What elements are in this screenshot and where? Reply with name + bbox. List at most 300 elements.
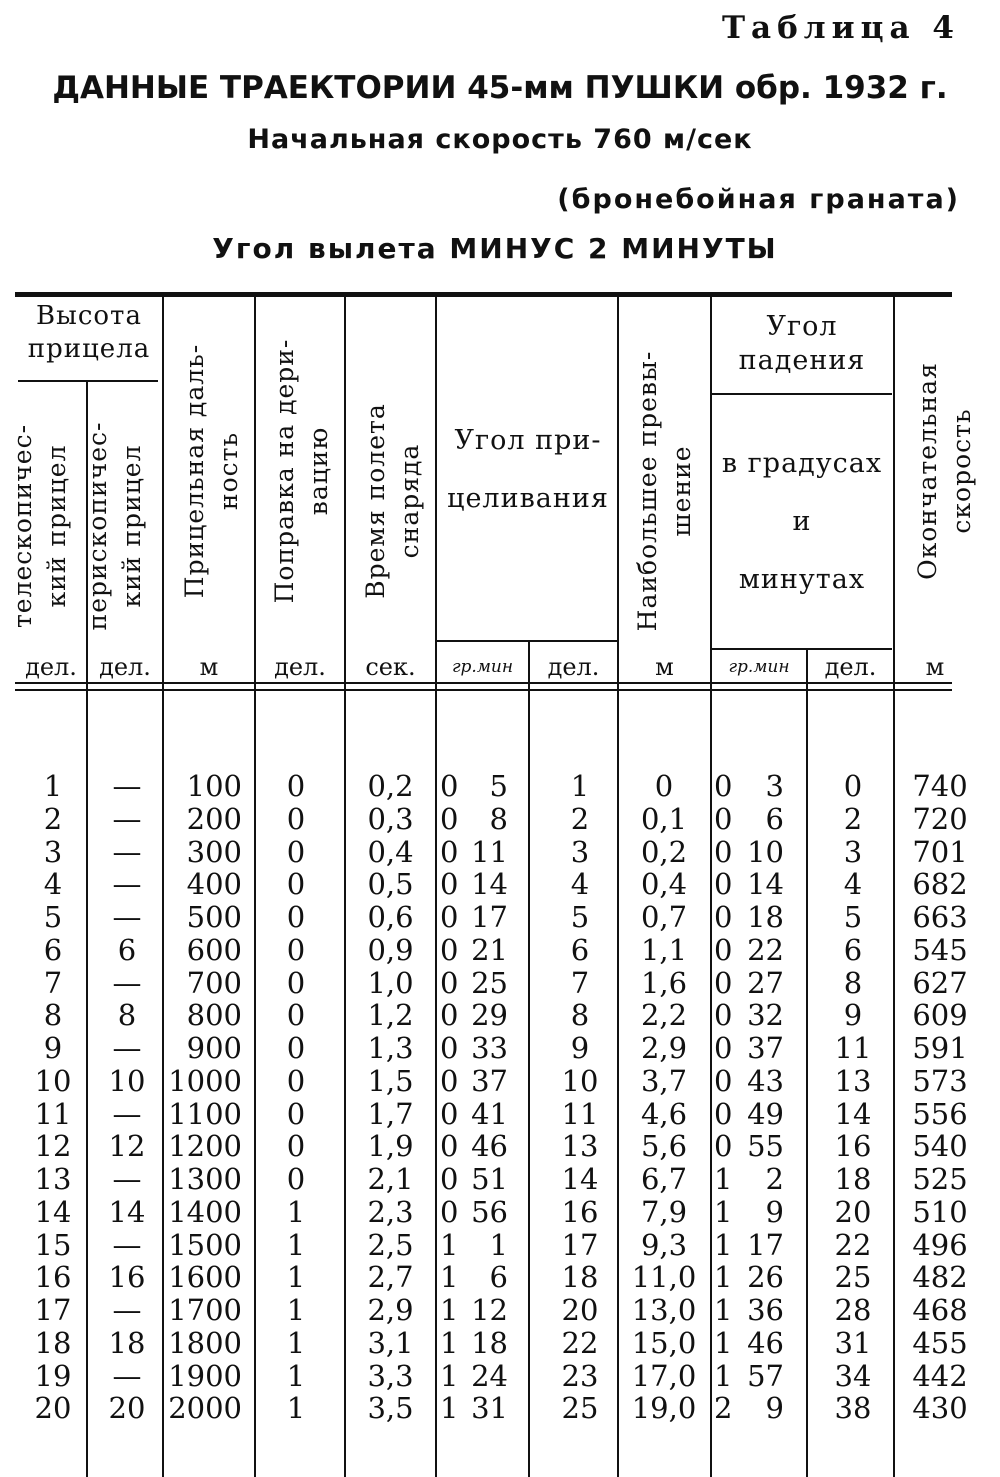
table-cell: 0 xyxy=(440,1031,459,1065)
table-cell: 663 xyxy=(912,900,968,934)
table-cell: 1400 xyxy=(168,1194,242,1229)
table-cell: 22 xyxy=(561,1325,599,1360)
table-cell: 1 xyxy=(714,1227,733,1262)
table-cell: 16 xyxy=(834,1129,872,1164)
column-periscopic xyxy=(90,770,164,1425)
table-cell: 20 xyxy=(108,1391,146,1426)
table-cell: 0,3 xyxy=(367,801,414,836)
table-cell: 1,1 xyxy=(640,932,688,967)
table-cell: 1200 xyxy=(168,1129,242,1164)
table-cell: — xyxy=(112,900,142,934)
unit-max-ordinate: м xyxy=(655,653,674,681)
table-cell: 442 xyxy=(912,1358,968,1393)
table-cell: 9 xyxy=(570,1031,590,1065)
table-cell: 627 xyxy=(912,965,968,1000)
table-cell: 525 xyxy=(912,1162,968,1196)
table-cell: 17 xyxy=(471,900,508,934)
table-cell: 15,0 xyxy=(631,1325,697,1360)
table-cell: 37 xyxy=(471,1063,508,1098)
table-cell: 1 xyxy=(570,769,590,803)
header-drift-correction: Поправка на дери- вацию xyxy=(270,338,333,604)
table-cell: 1 xyxy=(440,1227,459,1262)
table-cell: 43 xyxy=(747,1063,784,1098)
table-cell: 1,0 xyxy=(367,965,414,1000)
table-cell: 0 xyxy=(286,1063,306,1098)
table-cell: 0 xyxy=(440,1129,459,1164)
table-cell: 1 xyxy=(43,769,63,803)
table-cell: — xyxy=(112,867,142,902)
table-cell: 1 xyxy=(714,1325,733,1360)
table-cell: 0 xyxy=(714,1129,733,1164)
table-cell: 6 xyxy=(43,932,63,967)
sight-height-rule xyxy=(18,380,158,382)
table-cell: 0 xyxy=(440,1096,459,1131)
table-cell: 609 xyxy=(912,998,968,1033)
table-cell: 3 xyxy=(570,834,590,869)
departure-angle-title: Угол вылета МИНУС 2 МИНУТЫ xyxy=(212,232,778,265)
table-cell: 10 xyxy=(34,1063,72,1098)
table-cell: 0,7 xyxy=(640,900,688,934)
table-cell: 6,7 xyxy=(640,1162,688,1196)
table-cell: 4 xyxy=(570,867,590,902)
table-cell: 0 xyxy=(286,1096,306,1131)
table-cell: 5 xyxy=(843,900,863,934)
header-telescopic-sight: телескопичес- кий прицел xyxy=(8,423,71,629)
column-flight-time xyxy=(348,770,433,1425)
table-cell: 0 xyxy=(440,998,459,1033)
table-cell: 0 xyxy=(286,1129,306,1164)
table-cell: 0 xyxy=(714,834,733,869)
table-cell: 13 xyxy=(561,1129,599,1164)
table-cell: 0,9 xyxy=(367,932,414,967)
table-cell: 10 xyxy=(747,834,784,869)
table-cell: 17 xyxy=(747,1227,784,1262)
header-final-velocity: Окончательная скорость xyxy=(913,362,976,580)
table-cell: 25 xyxy=(471,965,508,1000)
table-cell: 0 xyxy=(440,932,459,967)
table-cell: 55 xyxy=(747,1129,784,1164)
table-cell: 500 xyxy=(186,900,242,934)
table-cell: — xyxy=(112,1031,142,1065)
table-cell: 2 xyxy=(714,1391,733,1426)
table-cell: 18 xyxy=(34,1325,72,1360)
table-cell: 31 xyxy=(834,1325,872,1360)
column-fall-degrees xyxy=(714,770,734,1425)
table-cell: 19,0 xyxy=(631,1391,697,1426)
table-cell: 0 xyxy=(286,801,306,836)
table-cell: 12 xyxy=(108,1129,146,1164)
table-cell: 2,5 xyxy=(367,1227,414,1262)
table-cell: 1 xyxy=(286,1194,306,1229)
table-cell: 0,5 xyxy=(367,867,414,902)
table-cell: 0 xyxy=(440,1162,459,1196)
table-cell: 20 xyxy=(34,1391,72,1426)
table-cell: 0 xyxy=(286,932,306,967)
table-cell: 37 xyxy=(747,1031,784,1065)
table-cell: 573 xyxy=(912,1063,968,1098)
table-cell: 21 xyxy=(471,932,508,967)
table-cell: 0 xyxy=(714,867,733,902)
table-cell: 1 xyxy=(489,1227,508,1262)
table-cell: 3,1 xyxy=(367,1325,414,1360)
aim-sub-rule xyxy=(437,640,617,642)
unit-aim-del: дел. xyxy=(547,653,600,681)
table-cell: 0 xyxy=(440,801,459,836)
page-title: ДАННЫЕ ТРАЕКТОРИИ 45-мм ПУШКИ обр. 1932 г. xyxy=(52,70,948,106)
table-cell: 0 xyxy=(286,867,306,902)
table-cell: 15 xyxy=(34,1227,72,1262)
table-cell: 1 xyxy=(440,1358,459,1393)
table-cell: 5 xyxy=(489,769,508,803)
unit-fall-gr-min: гр.мин xyxy=(728,657,790,677)
table-cell: 8 xyxy=(570,998,590,1033)
table-cell: 18 xyxy=(108,1325,146,1360)
table-cell: 1 xyxy=(714,1194,733,1229)
table-cell: 3 xyxy=(843,834,863,869)
header-aiming-angle: Угол при- целивания xyxy=(447,425,609,514)
table-cell: 14 xyxy=(561,1162,599,1196)
table-cell: 0 xyxy=(286,1162,306,1196)
fall-angle-rule xyxy=(712,393,892,395)
table-cell: 700 xyxy=(186,965,242,1000)
header-flight-time: Время полета снаряда xyxy=(361,403,424,599)
table-cell: 1600 xyxy=(168,1260,242,1295)
table-cell: 2,1 xyxy=(367,1162,414,1196)
table-cell: 1 xyxy=(440,1260,459,1295)
table-cell: 2 xyxy=(570,801,590,836)
table-cell: 10 xyxy=(108,1063,146,1098)
table-cell: 11 xyxy=(471,834,508,869)
table-cell: 24 xyxy=(471,1358,508,1393)
table-cell: 7 xyxy=(570,965,590,1000)
table-cell: 41 xyxy=(471,1096,508,1131)
table-cell: 0 xyxy=(714,769,733,803)
table-cell: 22 xyxy=(834,1227,872,1262)
table-cell: 20 xyxy=(834,1194,872,1229)
table-cell: 0 xyxy=(440,769,459,803)
table-cell: 6 xyxy=(489,1260,508,1295)
table-cell: 19 xyxy=(34,1358,72,1393)
table-number: Таблица 4 xyxy=(721,10,960,46)
header-periscopic-sight: перископичес- кий прицел xyxy=(83,421,146,631)
table-cell: 0 xyxy=(440,1194,459,1229)
header-fall-angle-degrees: в градусах и минутах xyxy=(721,448,883,595)
table-cell: 556 xyxy=(912,1096,968,1131)
table-cell: 11 xyxy=(561,1096,599,1131)
table-cell: 9,3 xyxy=(640,1227,688,1262)
table-cell: — xyxy=(112,1293,142,1327)
table-cell: 9 xyxy=(765,1391,784,1426)
table-cell: 31 xyxy=(471,1391,508,1426)
table-cell: 33 xyxy=(471,1031,508,1065)
table-cell: 2000 xyxy=(168,1391,242,1426)
table-cell: 13 xyxy=(34,1162,72,1196)
table-cell: — xyxy=(112,769,142,803)
table-cell: 0 xyxy=(714,801,733,836)
table-cell: 0,1 xyxy=(640,801,688,836)
table-cell: 600 xyxy=(186,932,242,967)
table-cell: 1900 xyxy=(168,1358,242,1393)
table-cell: 9 xyxy=(43,1031,63,1065)
table-cell: 430 xyxy=(912,1391,968,1426)
table-cell: 2,7 xyxy=(367,1260,414,1295)
table-cell: 36 xyxy=(747,1293,784,1327)
table-cell: 1,3 xyxy=(367,1031,414,1065)
table-cell: 0 xyxy=(714,900,733,934)
table-cell: 900 xyxy=(186,1031,242,1065)
table-cell: 0 xyxy=(286,834,306,869)
table-cell: 0 xyxy=(714,998,733,1033)
table-cell: 100 xyxy=(186,769,242,803)
table-cell: 1 xyxy=(286,1391,306,1426)
table-cell: 200 xyxy=(186,801,242,836)
table-cell: 1 xyxy=(286,1325,306,1360)
unit-final-velocity: м xyxy=(925,653,945,681)
column-max-ordinate xyxy=(619,770,709,1425)
table-cell: 11 xyxy=(34,1096,72,1131)
table-cell: 3 xyxy=(765,769,784,803)
table-cell: 20 xyxy=(561,1293,599,1327)
table-cell: 49 xyxy=(747,1096,784,1131)
table-cell: 13 xyxy=(834,1063,872,1098)
table-cell: — xyxy=(112,1162,142,1196)
header-max-ordinate: Наибольшее превы- шение xyxy=(633,350,696,632)
table-cell: 1 xyxy=(286,1227,306,1262)
table-cell: 14 xyxy=(834,1096,872,1131)
table-cell: — xyxy=(112,1096,142,1131)
unit-periscopic: дел. xyxy=(99,653,151,681)
table-cell: 1,2 xyxy=(367,998,414,1033)
table-cell: 16 xyxy=(108,1260,146,1295)
units-rule-2 xyxy=(15,689,952,691)
table-cell: 2 xyxy=(843,801,863,836)
table-cell: 23 xyxy=(561,1358,599,1393)
table-cell: 2,3 xyxy=(367,1194,414,1229)
table-cell: 1 xyxy=(440,1325,459,1360)
table-cell: 1,6 xyxy=(640,965,688,1000)
table-cell: 482 xyxy=(912,1260,968,1295)
table-cell: 14 xyxy=(471,867,508,902)
table-cell: — xyxy=(112,1358,142,1393)
table-cell: 1500 xyxy=(168,1227,242,1262)
table-cell: 1300 xyxy=(168,1162,242,1196)
table-cell: 17 xyxy=(561,1227,599,1262)
table-cell: 0 xyxy=(714,1096,733,1131)
table-cell: 4,6 xyxy=(640,1096,688,1131)
table-cell: 701 xyxy=(912,834,968,869)
table-cell: 17,0 xyxy=(631,1358,697,1393)
table-cell: 6 xyxy=(117,932,137,967)
table-cell: 8 xyxy=(117,998,137,1033)
table-cell: 0 xyxy=(440,1063,459,1098)
unit-telescopic: дел. xyxy=(25,653,77,681)
table-cell: 46 xyxy=(747,1325,784,1360)
table-cell: 18 xyxy=(747,900,784,934)
table-cell: 800 xyxy=(186,998,242,1033)
table-cell: 51 xyxy=(471,1162,508,1196)
table-cell: 16 xyxy=(34,1260,72,1295)
table-cell: 1800 xyxy=(168,1325,242,1360)
unit-drift: дел. xyxy=(274,653,326,681)
table-cell: 9 xyxy=(843,998,863,1033)
table-cell: 46 xyxy=(471,1129,508,1164)
column-fall-del xyxy=(808,770,898,1425)
table-cell: 300 xyxy=(186,834,242,869)
table-cell: 7 xyxy=(43,965,63,1000)
table-cell: 1 xyxy=(714,1293,733,1327)
table-cell: 3,5 xyxy=(367,1391,414,1426)
top-rule xyxy=(15,292,952,297)
table-cell: 12 xyxy=(471,1293,508,1327)
subtitle-initial-velocity: Начальная скорость 760 м/сек xyxy=(247,124,753,155)
table-cell: 1 xyxy=(714,1260,733,1295)
column-final-velocity xyxy=(895,770,985,1425)
table-cell: 682 xyxy=(912,867,968,902)
table-cell: 6 xyxy=(570,932,590,967)
table-cell: 1,7 xyxy=(367,1096,414,1131)
table-cell: 9 xyxy=(765,1194,784,1229)
table-cell: 0 xyxy=(440,834,459,869)
header-fall-angle: Угол падения xyxy=(738,311,866,376)
unit-fall-del: дел. xyxy=(824,653,877,681)
table-cell: 0,6 xyxy=(367,900,414,934)
table-cell: 4 xyxy=(43,867,63,902)
table-cell: 18 xyxy=(834,1162,872,1196)
table-cell: — xyxy=(112,801,142,836)
table-cell: 3,7 xyxy=(640,1063,688,1098)
table-cell: 0 xyxy=(286,769,306,803)
table-cell: 1100 xyxy=(168,1096,242,1131)
table-cell: 0 xyxy=(654,769,674,803)
table-cell: 12 xyxy=(34,1129,72,1164)
table-cell: 2 xyxy=(43,801,63,836)
table-cell: 14 xyxy=(108,1194,146,1229)
table-cell: — xyxy=(112,965,142,1000)
table-cell: 0,4 xyxy=(367,834,414,869)
table-cell: 8 xyxy=(43,998,63,1033)
table-cell: 7,9 xyxy=(640,1194,688,1229)
table-cell: 0 xyxy=(714,965,733,1000)
table-cell: 29 xyxy=(471,998,508,1033)
table-cell: 0 xyxy=(286,900,306,934)
table-cell: 2,9 xyxy=(640,1031,688,1065)
table-cell: 1000 xyxy=(168,1063,242,1098)
table-cell: 1 xyxy=(714,1162,733,1196)
unit-flight-time: сек. xyxy=(365,653,416,681)
table-cell: 1 xyxy=(714,1358,733,1393)
table-cell: 510 xyxy=(912,1194,968,1229)
table-cell: 400 xyxy=(186,867,242,902)
header-sight-range: Прицельная даль- ность xyxy=(180,343,243,599)
unit-aim-gr-min: гр.мин xyxy=(451,657,514,677)
table-cell: 0 xyxy=(714,1063,733,1098)
table-cell: 0 xyxy=(286,998,306,1033)
table-cell: 0,2 xyxy=(367,769,414,803)
table-cell: 22 xyxy=(747,932,784,967)
table-cell: 11,0 xyxy=(631,1260,697,1295)
table-cell: 17 xyxy=(34,1293,72,1327)
table-cell: 1 xyxy=(286,1358,306,1393)
table-cell: — xyxy=(112,1227,142,1262)
table-cell: 1 xyxy=(440,1391,459,1426)
table-cell: 0 xyxy=(714,932,733,967)
table-cell: 0 xyxy=(440,867,459,902)
table-cell: 6 xyxy=(765,801,784,836)
table-cell: 14 xyxy=(747,867,784,902)
table-cell: 57 xyxy=(747,1358,784,1393)
table-cell: 0 xyxy=(440,965,459,1000)
table-cell: 0,2 xyxy=(640,834,688,869)
table-cell: 1,9 xyxy=(367,1129,414,1164)
table-cell: — xyxy=(112,834,142,869)
table-cell: 38 xyxy=(834,1391,872,1426)
table-cell: 540 xyxy=(912,1129,968,1164)
table-cell: 18 xyxy=(471,1325,508,1360)
table-cell: 0 xyxy=(440,900,459,934)
table-cell: 1700 xyxy=(168,1293,242,1327)
column-aim-minutes xyxy=(462,770,508,1425)
table-cell: 740 xyxy=(912,769,968,803)
table-cell: 6 xyxy=(843,932,863,967)
table-cell: 0,4 xyxy=(640,867,688,902)
table-cell: 10 xyxy=(561,1063,599,1098)
table-cell: 11 xyxy=(834,1031,872,1065)
column-drift xyxy=(254,770,338,1425)
table-cell: 27 xyxy=(747,965,784,1000)
table-cell: 5 xyxy=(570,900,590,934)
column-fall-minutes xyxy=(736,770,784,1425)
table-cell: 25 xyxy=(561,1391,599,1426)
table-cell: 4 xyxy=(843,867,863,902)
table-cell: 34 xyxy=(834,1358,872,1393)
table-cell: 455 xyxy=(912,1325,968,1360)
table-cell: 2 xyxy=(765,1162,784,1196)
table-cell: 28 xyxy=(834,1293,872,1327)
table-cell: 3 xyxy=(43,834,63,869)
table-cell: 1 xyxy=(286,1293,306,1327)
table-cell: 8 xyxy=(489,801,508,836)
header-sight-height: Высота прицела xyxy=(27,301,151,364)
table-cell: 0 xyxy=(714,1031,733,1065)
table-cell: 1 xyxy=(286,1260,306,1295)
table-cell: 5 xyxy=(43,900,63,934)
table-cell: 5,6 xyxy=(640,1129,688,1164)
table-cell: 468 xyxy=(912,1293,968,1327)
column-range xyxy=(164,770,242,1425)
column-telescopic xyxy=(18,770,88,1425)
table-cell: 32 xyxy=(747,998,784,1033)
table-cell: 56 xyxy=(471,1194,508,1229)
table-cell: 13,0 xyxy=(631,1293,697,1327)
table-cell: 2,2 xyxy=(640,998,688,1033)
column-aim-del xyxy=(530,770,630,1425)
unit-range: м xyxy=(199,653,219,681)
table-cell: 720 xyxy=(912,801,968,836)
table-cell: 16 xyxy=(561,1194,599,1229)
table-cell: 26 xyxy=(747,1260,784,1295)
table-cell: 0 xyxy=(843,769,863,803)
table-cell: 0 xyxy=(286,965,306,1000)
column-aim-degrees xyxy=(440,770,460,1425)
table-cell: 8 xyxy=(843,965,863,1000)
table-cell: 3,3 xyxy=(367,1358,414,1393)
table-cell: 14 xyxy=(34,1194,72,1229)
shell-type: (бронебойная граната) xyxy=(557,184,960,215)
table-cell: 2,9 xyxy=(367,1293,414,1327)
table-cell: 0 xyxy=(286,1031,306,1065)
table-cell: 496 xyxy=(912,1227,968,1262)
table-cell: 545 xyxy=(912,932,968,967)
